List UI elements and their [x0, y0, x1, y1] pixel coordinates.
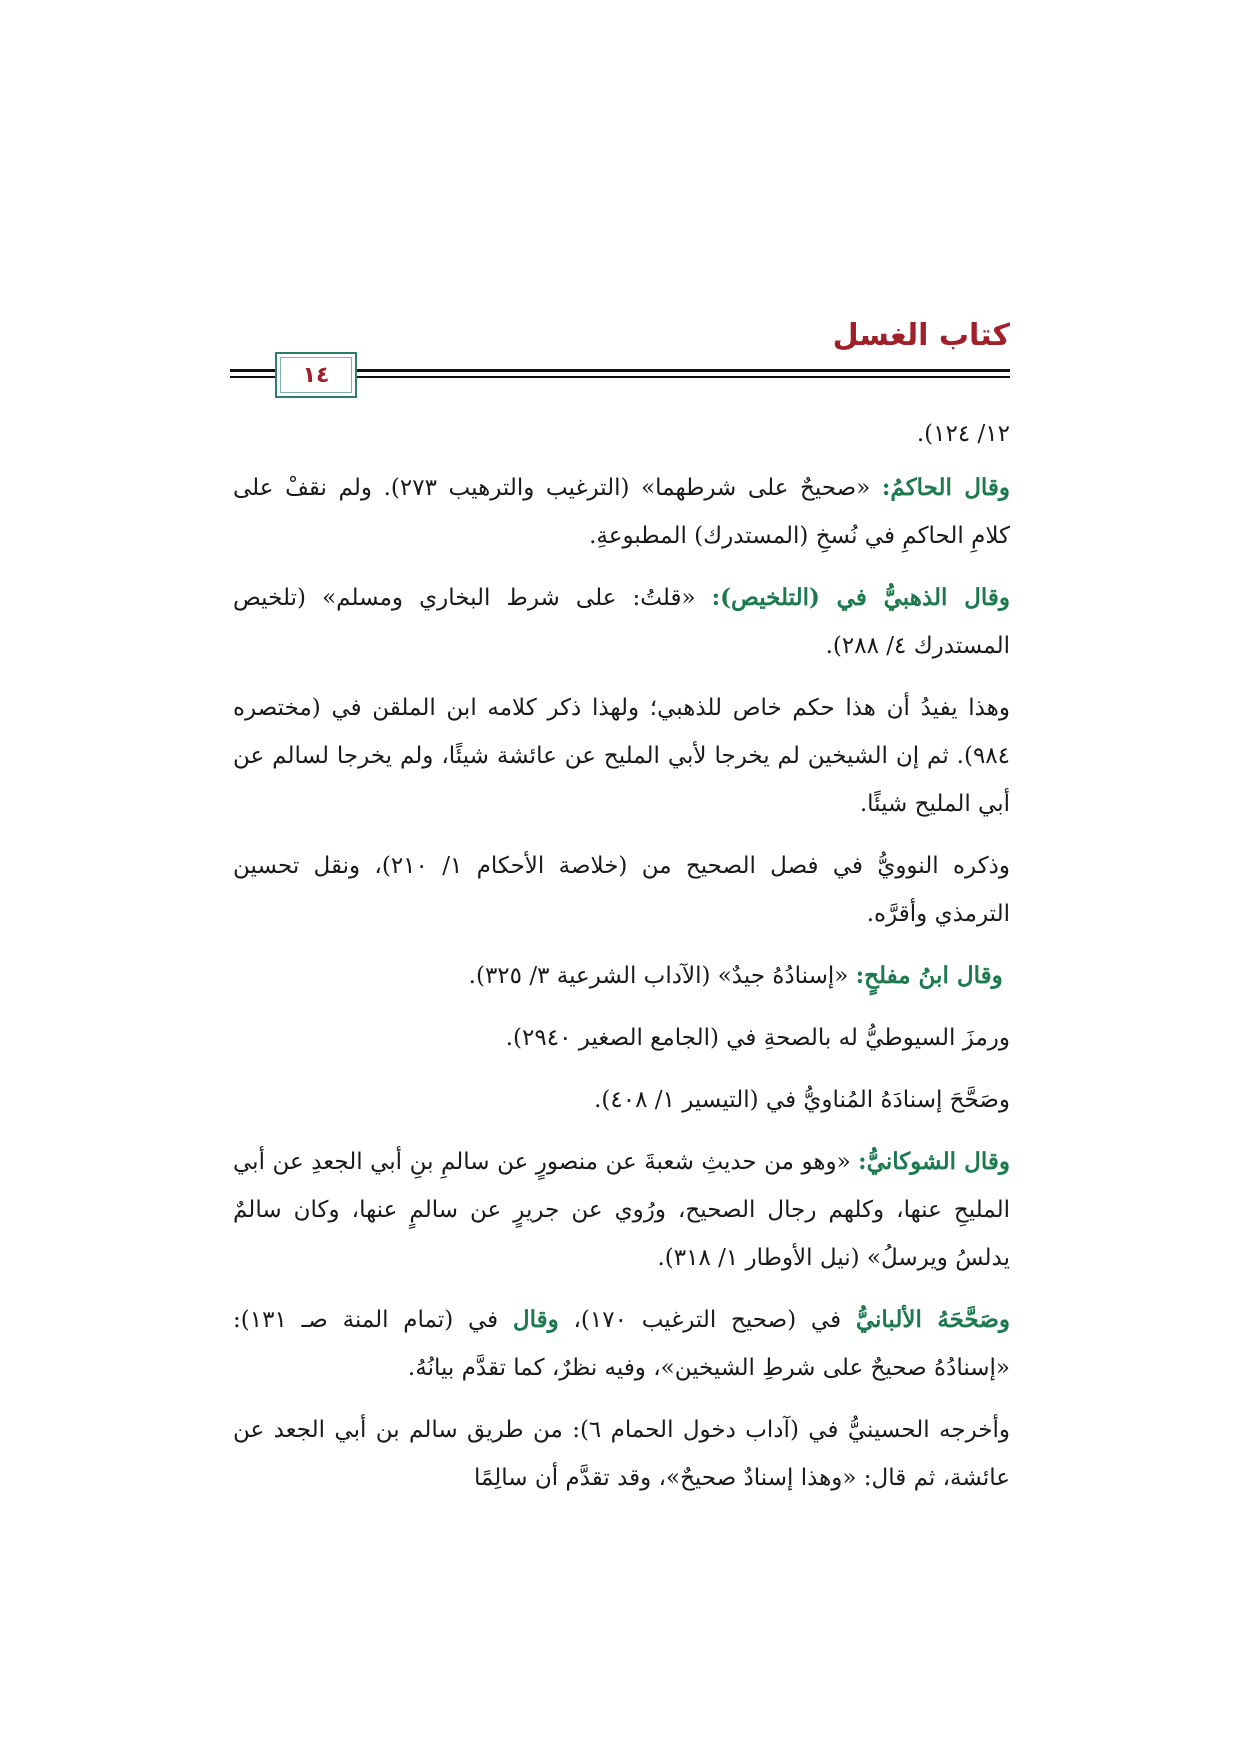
scholar-name: وقال ابنُ مفلحٍ:	[855, 962, 1003, 989]
paragraph-husayni	[233, 1406, 1010, 1502]
paragraph-shawkani	[233, 1138, 1010, 1282]
paragraph-text: وأخرجه الحسينيُّ في (آداب دخول الحمام ٦): من طريق سالم بن أبي الجعد عن عائشة، ثم قال: «وهذا إسنادٌ صحيحٌ»، وقد تقدَّم أن سالِمًا	[233, 1417, 1010, 1491]
paragraph-suyuti	[233, 1014, 1010, 1062]
paragraph-text: وهذا يفيدُ أن هذا حكم خاص للذهبي؛ ولهذا ذكر كلامه ابن الملقن في (مختصره ٩٨٤). ثم إن الشيخين لم يخرجا لأبي المليح عن عائشة شيئًا، ولم يخرجا لسالم عن أبي المليح شيئًا.	[233, 695, 1010, 817]
scholar-name: وقال الشوكانيُّ:	[858, 1148, 1010, 1175]
paragraph-text: ورمزَ السيوطيُّ له بالصحةِ في (الجامع الصغير ٢٩٤٠).	[505, 1025, 1010, 1051]
book-title: كتاب الغسل	[832, 318, 1010, 353]
paragraph-text: «صحيحٌ على شرطهما» (الترغيب والترهيب ٢٧٣). ولم نقفْ على كلامِ الحاكمِ في نُسخِ (المستدرك) المطبوعةِ.	[233, 475, 1010, 549]
paragraph-nawawi	[233, 842, 1010, 938]
paragraph-text: وصَحَّحَ إسنادَهُ المُناويُّ في (التيسير ١/ ٤٠٨).	[594, 1087, 1010, 1113]
scholar-name: وقال الذهبيُّ في (التلخيص):	[711, 584, 1010, 611]
scholar-name: وقال الحاكمُ:	[881, 474, 1011, 501]
paragraph-text: «قلتُ: على شرط البخاري ومسلم» (تلخيص المستدرك ٤/ ٢٨٨).	[233, 585, 1010, 659]
paragraph-munawi	[233, 1076, 1010, 1124]
page-header	[230, 318, 1010, 398]
paragraph-text: في (تمام المنة صـ ١٣١): «إسنادُهُ صحيحٌ على شرطِ الشيخين»، وفيه نظرٌ، كما تقدَّم بيانُهُ.	[233, 1307, 1010, 1381]
paragraph-albani	[233, 1296, 1010, 1392]
paragraph-hakim	[233, 464, 1010, 560]
paragraph-text: ١٢/ ١٢٤).	[916, 421, 1010, 447]
paragraph-continuation	[233, 410, 1010, 458]
page-number: ١٤	[302, 362, 330, 388]
paragraph-ibn-muflih	[233, 952, 1010, 1000]
page-number-badge	[275, 352, 357, 398]
paragraph-text: «إسنادُهُ جيدٌ» (الآداب الشرعية ٣/ ٣٢٥).	[468, 963, 856, 989]
paragraph-dhahabi	[233, 574, 1010, 670]
paragraph-text: وذكره النوويُّ في فصل الصحيح من (خلاصة الأحكام ١/ ٢١٠)، ونقل تحسين الترمذي وأقرَّه.	[233, 853, 1011, 927]
body-text	[233, 410, 1010, 1516]
paragraph-text: «وهو من حديثِ شعبةَ عن منصورٍ عن سالمِ بنِ أبي الجعدِ عن أبي المليحِ عنها، وكلهم رجال الصحيح، ورُوي عن جريرٍ عن سالمٍ عنها، وكان سالمٌ يدلسُ ويرسلُ» (نيل الأوطار ١/ ٣١٨).	[233, 1149, 1010, 1271]
paragraph-text: في (صحيح الترغيب ١٧٠)،	[558, 1307, 856, 1333]
scholar-name: وصَحَّحَهُ الألبانيُّ	[855, 1306, 1010, 1333]
paragraph-commentary	[233, 684, 1010, 828]
scholar-name: وقال	[512, 1306, 559, 1333]
